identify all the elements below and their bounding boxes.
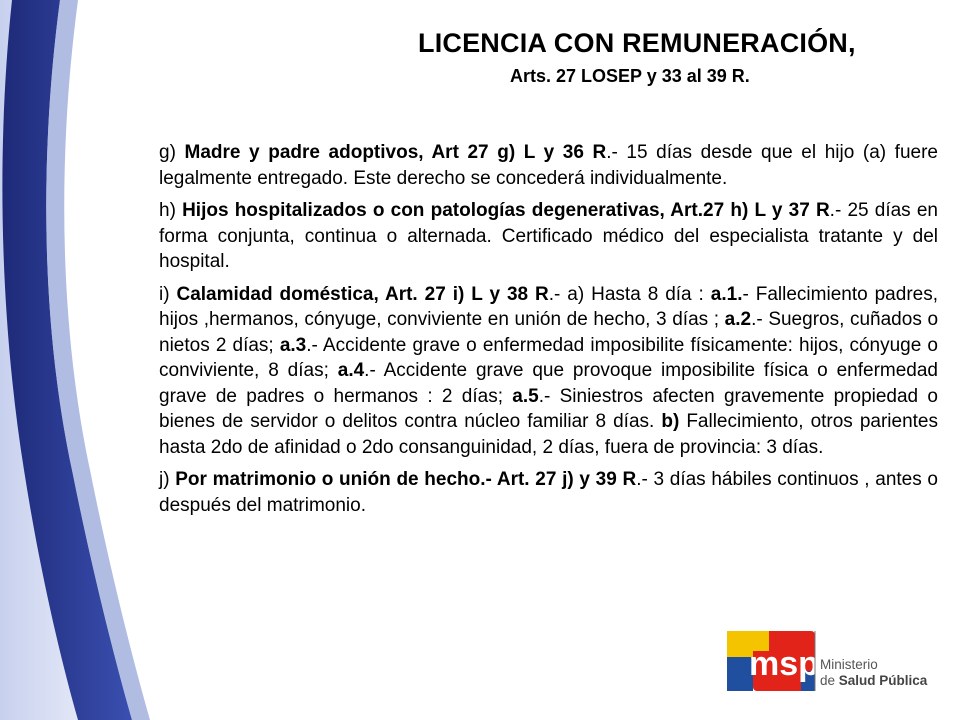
text: .- Accidente grave que provoque imposibilite física o enfermedad grave de padres o hermanos : 2 días; [159, 360, 938, 407]
bold-text: Por matrimonio o unión de hecho.- Art. 27 j) y 39 R [175, 469, 637, 490]
bold-text: a.5 [512, 385, 539, 407]
page-title: LICENCIA CON REMUNERACIÓN, [418, 28, 856, 58]
bold-text: a.4 [337, 360, 365, 381]
ministry-line-2: de Salud Pública [820, 673, 928, 688]
paragraph [159, 467, 938, 518]
text: .- 25 días en forma conjunta, continua o alternada. Certificado médico del especialista tratante y del hospital. [159, 200, 938, 272]
text: - Fallecimiento padres, hijos ,hermanos, cónyuge, conviviente en unión de hecho, 3 días ; [159, 283, 938, 330]
bold-text: Madre y padre adoptivos, Art 27 g) L y 36 R [184, 142, 607, 163]
bold-text: Hijos hospitalizados o con patologías degenerativas, Art.27 h) L y 37 R [182, 200, 830, 221]
bold-text: Calamidad doméstica, Art. 27 i) L y 38 R [176, 283, 549, 305]
text: .- a) Hasta 8 día : [548, 283, 711, 305]
bold-text: a.3 [279, 334, 307, 356]
text: i) [159, 283, 177, 305]
text: .- Suegros, cuñados o nietos 2 días; [159, 309, 939, 356]
paragraph [159, 140, 938, 191]
text: Fallecimiento, otros parientes hasta 2do de afinidad o 2do consanguinidad, 2 días, fuera de provincia: 3 días. [159, 411, 939, 458]
paragraph [159, 282, 938, 461]
bold-text: b) [661, 411, 680, 432]
bold-text: a.1. [710, 283, 743, 305]
text: .- 15 días desde que el hijo (a) fuere legalmente entregado. Este derecho se concederá individualmente. [159, 142, 938, 189]
text: .- 3 días hábiles continuos , antes o después del matrimonio. [159, 469, 938, 516]
text: j) [159, 469, 176, 490]
text: g) [159, 142, 185, 163]
text: h) [159, 200, 183, 221]
page-subtitle: Arts. 27 LOSEP y 33 al 39 R. [510, 66, 750, 86]
logo-text: msp [749, 645, 819, 683]
decorative-swoosh [0, 0, 150, 720]
paragraph [159, 198, 938, 275]
ministry-line-1: Ministerio [820, 657, 878, 672]
ministry-name [820, 657, 927, 689]
bold-text: a.2 [724, 309, 752, 330]
content-body [159, 140, 938, 525]
text: .- Siniestros afecten gravemente propiedad o bienes de servidor o delitos contra núcleo familiar 8 días. [159, 385, 938, 432]
text: .- Accidente grave o enfermedad imposibilite físicamente: hijos, cónyuge o conviviente, 8 días; [159, 334, 939, 381]
